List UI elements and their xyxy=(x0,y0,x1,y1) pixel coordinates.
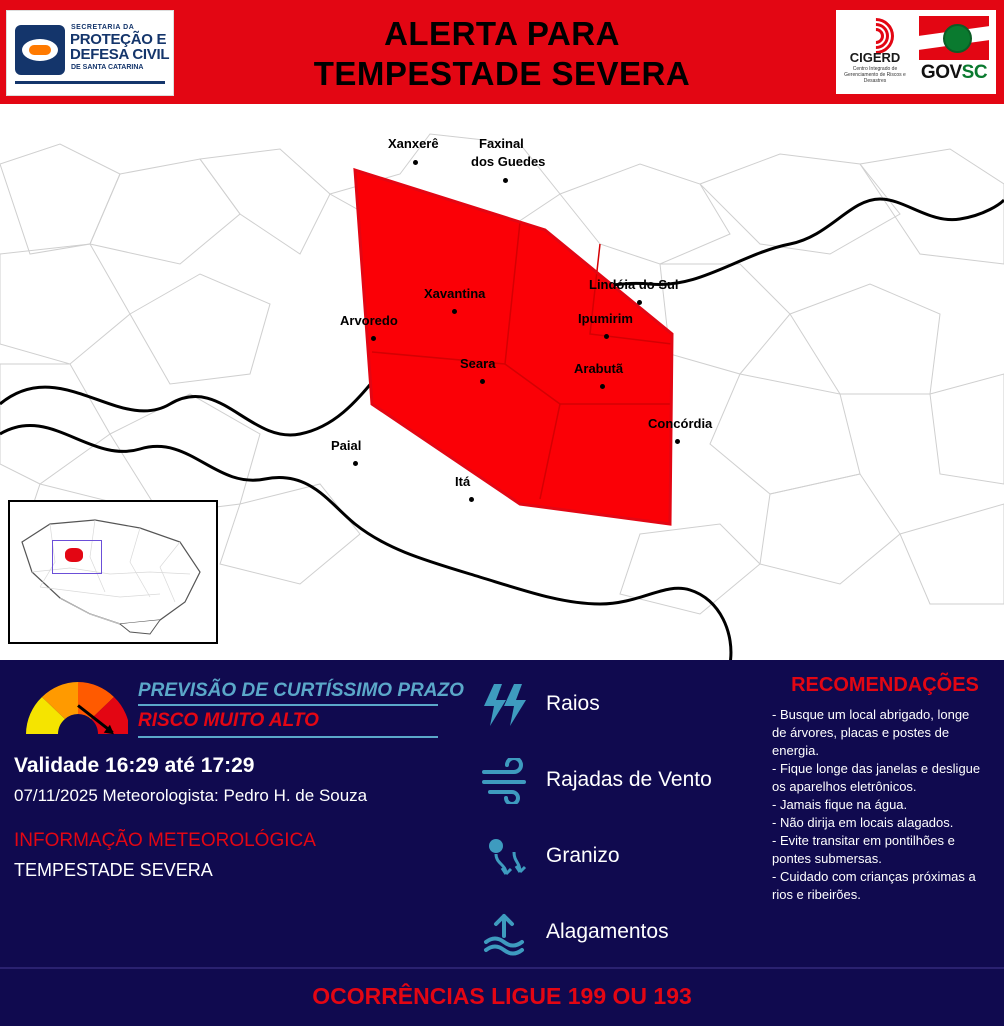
meteorological-info-title: INFORMAÇÃO METEOROLÓGICA xyxy=(14,830,316,851)
footer-bar xyxy=(0,967,1004,1026)
title-line-1: ALERTA PARA xyxy=(384,15,620,52)
city-label-arvoredo: Arvoredo xyxy=(340,313,398,328)
city-label-seara: Seara xyxy=(460,356,496,371)
city-dot xyxy=(480,379,485,384)
emergency-numbers-text: OCORRÊNCIAS LIGUE 199 OU 193 xyxy=(312,983,692,1009)
locator-inset-map xyxy=(8,500,218,644)
risk-gauge xyxy=(18,676,128,746)
cigerd-name: CIGERD xyxy=(849,50,901,65)
city-label-xavantina: Xavantina xyxy=(424,286,486,301)
city-dot xyxy=(413,160,418,165)
wind-icon xyxy=(480,758,536,804)
city-dot xyxy=(675,439,680,444)
recommendation-line: - Não dirija em locais alagados. xyxy=(772,815,954,830)
recommendation-line: de árvores, placas e postes de xyxy=(772,725,950,740)
city-dot xyxy=(452,309,457,314)
locator-inset-vectors xyxy=(10,502,216,642)
meteorological-info-value: TEMPESTADE SEVERA xyxy=(14,860,213,880)
hazard-list xyxy=(480,674,740,978)
logo-line-secretaria: SECRETARIA DA xyxy=(71,24,135,31)
hazard-label: Rajadas de Vento xyxy=(546,768,712,791)
gov-text: GOV xyxy=(920,62,962,83)
locator-alert-area xyxy=(65,548,83,562)
city-label-xanxere: Xanxerê xyxy=(388,136,439,151)
cigerd-subtitle: Centro Integrado de Gerenciamento de Riscos e Desastres xyxy=(844,66,906,84)
city-label-dos-guedes: dos Guedes xyxy=(471,154,546,169)
hazard-label: Alagamentos xyxy=(546,920,669,943)
city-dot xyxy=(637,300,642,305)
hazard-label: Granizo xyxy=(546,844,620,867)
gov-sc-text xyxy=(914,62,994,84)
city-label-ita: Itá xyxy=(455,474,471,489)
recommendation-line: energia. xyxy=(772,743,819,758)
flood-icon xyxy=(480,910,536,956)
lightning-icon xyxy=(480,682,536,728)
logo-line-protecao: PROTEÇÃO E xyxy=(70,31,167,48)
recommendations-list xyxy=(772,706,998,904)
alert-map[interactable] xyxy=(0,104,1004,660)
recommendation-line: pontes submersas. xyxy=(772,851,882,866)
recommendation-line: - Jamais fique na água. xyxy=(772,797,908,812)
city-dot xyxy=(371,336,376,341)
hazard-item-granizo xyxy=(480,826,740,902)
recommendation-line: - Cuidado com crianças próximas a xyxy=(772,869,976,884)
recommendation-line: - Busque um local abrigado, longe xyxy=(772,707,970,722)
recommendation-line: - Evite transitar em pontilhões e xyxy=(772,833,955,848)
logo-line-defesa-civil: DEFESA CIVIL xyxy=(70,46,170,63)
gov-sc-logo xyxy=(914,10,994,94)
validity-text: Validade 16:29 até 17:29 xyxy=(14,754,255,777)
city-label-faxinal: Faxinal xyxy=(479,136,524,151)
hazard-item-rajadas-de-vento xyxy=(480,750,740,826)
recommendation-line: os aparelhos eletrônicos. xyxy=(772,779,917,794)
logo-line-estado: DE SANTA CATARINA xyxy=(71,64,144,71)
cigerd-logo xyxy=(836,10,914,94)
city-dot xyxy=(503,178,508,183)
meteorologist-text: 07/11/2025 Meteorologista: Pedro H. de Souza xyxy=(14,786,368,805)
city-dot xyxy=(604,334,609,339)
city-dot xyxy=(600,384,605,389)
city-dot xyxy=(469,497,474,502)
recommendations-title: RECOMENDAÇÕES xyxy=(791,674,979,696)
hazard-item-raios xyxy=(480,674,740,750)
hail-icon xyxy=(480,834,536,880)
recommendation-line: - Fique longe das janelas e desligue xyxy=(772,761,981,776)
city-label-paial: Paial xyxy=(331,438,362,453)
forecast-title: PREVISÃO DE CURTÍSSIMO PRAZO xyxy=(138,680,464,701)
risk-level-text: RISCO MUITO ALTO xyxy=(138,710,319,731)
hazard-label: Raios xyxy=(546,692,600,715)
city-label-lindoia-do-sul: Lindóia do Sul xyxy=(589,277,679,292)
city-label-ipumirim: Ipumirim xyxy=(578,311,633,326)
sc-text: SC xyxy=(961,62,988,83)
signal-waves-icon xyxy=(856,20,892,46)
city-label-arabuta: Arabutã xyxy=(574,361,624,376)
sc-flag-icon xyxy=(919,16,989,60)
partner-logos xyxy=(836,10,996,94)
header-banner xyxy=(0,0,1004,104)
city-dot xyxy=(353,461,358,466)
forecast-divider-top xyxy=(138,704,438,706)
forecast-divider-bottom xyxy=(138,736,438,738)
city-label-concordia: Concórdia xyxy=(648,416,713,431)
title-line-2: TEMPESTADE SEVERA xyxy=(313,55,691,92)
info-panel xyxy=(0,660,1004,967)
recommendation-line: rios e ribeirões. xyxy=(772,887,861,902)
